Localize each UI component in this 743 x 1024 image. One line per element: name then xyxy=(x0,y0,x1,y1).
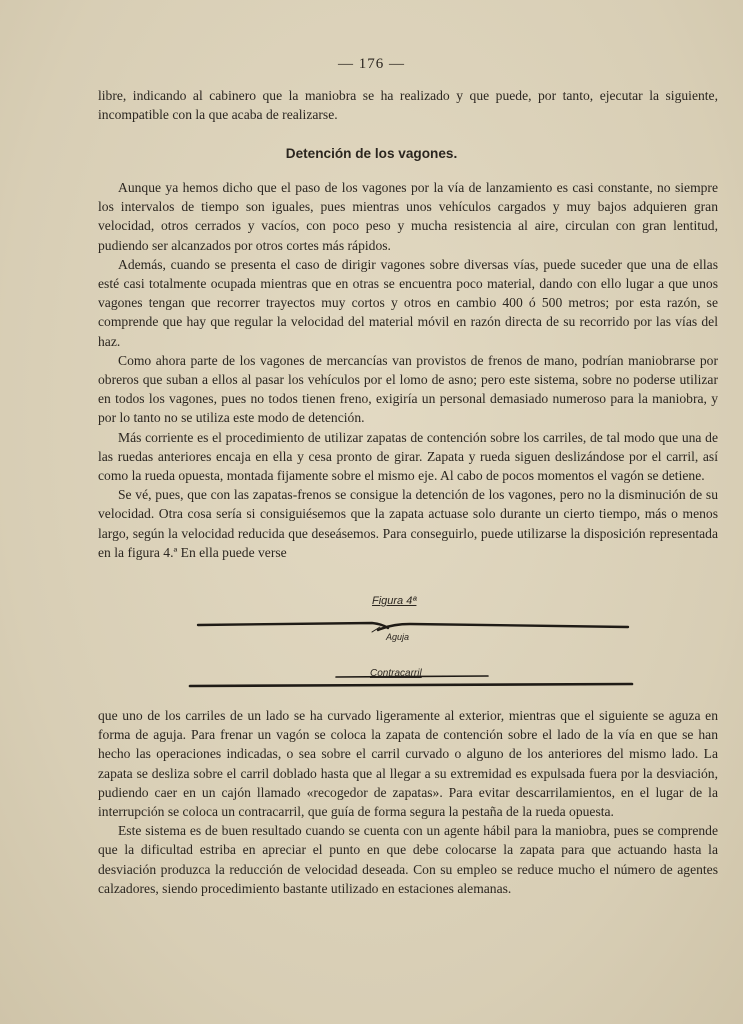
paragraph: que uno de los carriles de un lado se ha curvado ligeramente al exterior, mientras que el siguiente se aguza en forma de aguja. Para frenar un vagón se coloca la zapata de contención sobre el lado de la vía en que se han hecho las operaciones indicadas, o sea sobre el carril curvado o alguno de los anteriores del mismo lado. La zapata se desliza sobre el carril doblado hasta que al llegar a su extremidad es expulsada fuera por la desviación, pudiendo caer en un cajón llamado «recogedor de zapatas». Para evitar descarrilamientos, en el lugar de la interrupción se coloca un contracarril, que guía de forma segura la pestaña de la rueda opuesta. xyxy=(98,708,718,820)
paragraph: Este sistema es de buen resultado cuando se cuenta con un agente hábil para la maniobra, pues se comprende que la dificultad estriba en apreciar el punto en que debe colocarse la zapata para que actuando hasta la desviación produzca la reducción de velocidad deseada. Con su empleo se reduce mucho el número de agentes calzadores, siendo procedimiento bastante utilizado en estaciones alemanas. xyxy=(98,823,718,896)
paragraph: Además, cuando se presenta el caso de dirigir vagones sobre diversas vías, puede suceder que una de ellas esté casi totalmente ocupada mientras que en otras se encuentra poco material, dando con ello lugar a que unos vagones tengan que recorrer trayectos muy cortos y otros en cambio 400 ó 500 metros; por esta razón, se comprende que hay que regular la velocidad del material móvil en razón directa de su recorrido por las vías del haz. xyxy=(98,256,718,349)
intro-text xyxy=(98,86,718,124)
paragraph: Aunque ya hemos dicho que el paso de los vagones por la vía de lanzamiento es casi constante, no siempre los intervalos de tiempo son iguales, pues mientras unos vehículos cargados y muy bajos adquieren gran velocidad, otros cerrados y vacíos, con poco peso y mucha resistencia al aire, circulan con gran lentitud, pudiendo ser alcanzados por otros cortes más rápidos. xyxy=(98,180,718,253)
paragraph: libre, indicando al cabinero que la maniobra se ha realizado y que puede, por tanto, ejecutar la siguiente, incompatible con la que acaba de realizarse. xyxy=(98,88,718,123)
rail-upper-left xyxy=(198,623,388,628)
paragraph: Se vé, pues, que con las zapatas-frenos se consigue la detención de los vagones, pero no la disminución de su velocidad. Otra cosa sería si consiguiésemos que la zapata actuase solo durante un cierto tiempo, más o menos largo, según la velocidad reducida que deseásemos. Para conseguirlo, puede utilizarse la disposición representada en la figura 4.ª En ella puede verse xyxy=(98,487,718,560)
rail-aguja-tip xyxy=(372,627,380,632)
body-text-before-figure xyxy=(98,178,718,562)
paragraph: Más corriente es el procedimiento de utilizar zapatas de contención sobre los carriles, de tal modo que una de las ruedas anteriores encaja en ella y cesa pronto de girar. Zapata y rueda siguen deslizándose por el carril, así como la rueda opuesta, montada fijamente sobre el mismo eje. Al cabo de pocos momentos el vagón se detiene. xyxy=(98,429,718,484)
rail-upper-right xyxy=(378,624,628,630)
figure-label-aguja: Aguja xyxy=(386,632,410,642)
figure-label-contracarril: Contracarril xyxy=(370,668,422,679)
section-heading: Detención de los vagones. xyxy=(285,146,458,161)
rail-lower xyxy=(190,684,632,686)
page-number: — 176 — xyxy=(338,56,405,72)
body-text-after-figure xyxy=(98,706,718,898)
figure-title: Figura 4ª xyxy=(372,595,417,607)
paragraph: Como ahora parte de los vagones de mercancías van provistos de frenos de mano, podrían maniobrarse por obreros que suban a ellos al pasar los vehículos por el lomo de asno; pero este sistema, sobre no poderse utilizar en todos los vagones, pues no todos tienen freno, exigiría un personal demasiado numeroso para la maniobra, y por lo tanto no se utiliza este modo de detención. xyxy=(98,352,718,426)
